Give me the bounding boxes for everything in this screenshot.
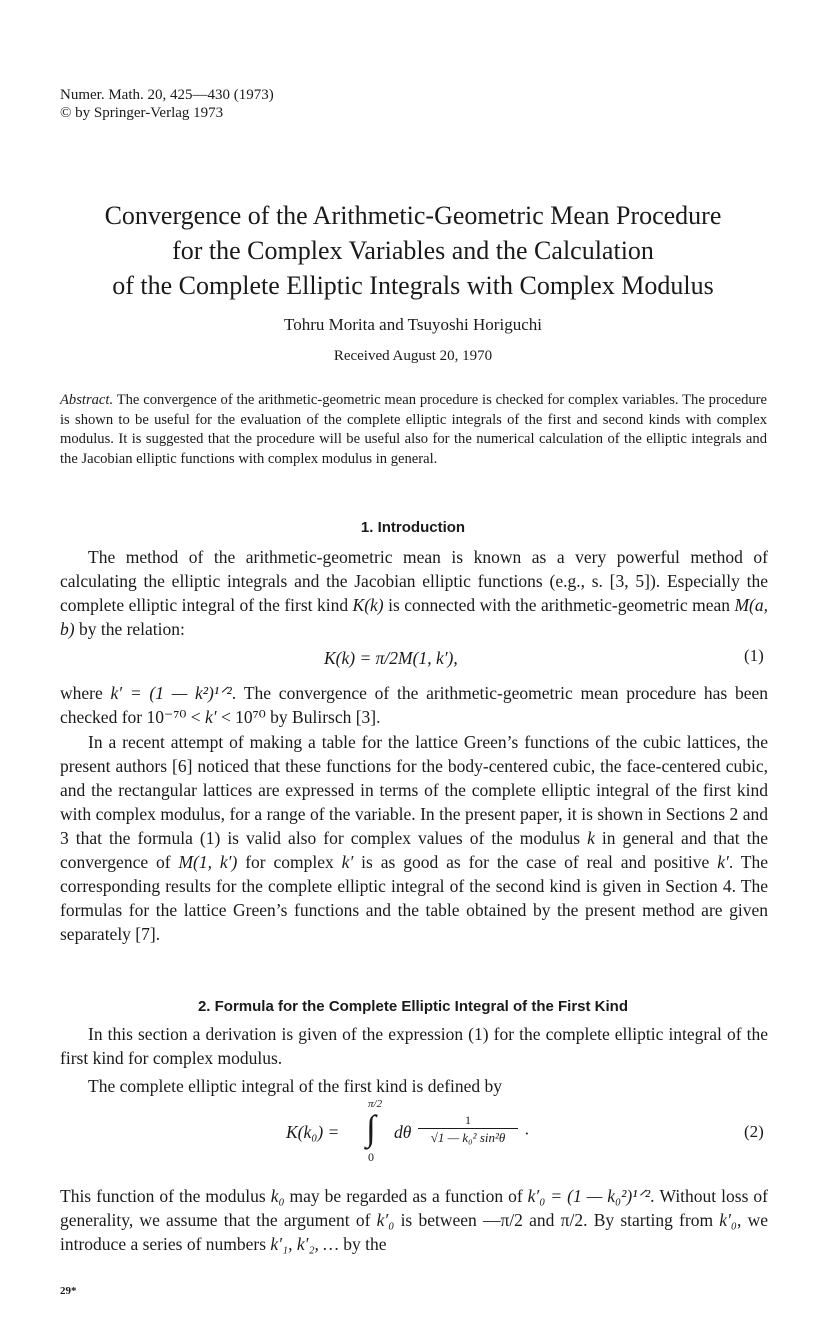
abstract-label: Abstract. [60, 392, 114, 408]
fraction-denominator: √1 — k₀² sin²θ [430, 1130, 506, 1145]
intro-paragraph-2: where k′ = (1 — k²)¹ᐟ². The convergence of the arithmetic-geometric mean procedure has been checked for 10⁻⁷⁰ < k′ < 10⁷⁰ by Bulirsch [3]. [60, 683, 768, 727]
abstract [60, 391, 767, 469]
equation-2-period: · [524, 1124, 530, 1143]
section2-paragraph-2: The complete elliptic integral of the first kind is defined by [88, 1076, 503, 1096]
authors: Tohru Morita and Tsuyoshi Horiguchi [284, 315, 542, 334]
journal-citation: Numer. Math. 20, 425—430 (1973) [60, 87, 274, 103]
section-heading-formula: 2. Formula for the Complete Elliptic Integral of the First Kind [197, 998, 629, 1015]
equation-2 [286, 1098, 546, 1178]
fraction-numerator: 1 [418, 1112, 518, 1129]
intro-paragraph-3: In a recent attempt of making a table for the lattice Green’s functions of the cubic lattices, the present authors [6] noticed that these functions for the body-centered cubic, the face-centered cubic, and the rectangular lattices are expressed in terms of the complete elliptic integral of the first kind with complex modulus, for a range of the variable. In the present paper, it is shown in Sections 2 and 3 that the formula (1) is valid also for complex values of the modulus k in general and that the convergence of M(1, k′) for complex k′ is as good as for the case of real and positive k′. The corresponding results for the complete elliptic integral of the second kind is given in Section 4. The formulas for the lattice Green’s functions and the table obtained by the present method are given separately [7]. [60, 732, 769, 944]
title-line-3: of the Complete Elliptic Integrals with Complex Modulus [112, 271, 714, 300]
section2-paragraph-3: This function of the modulus k₀ may be regarded as a function of k′₀ = (1 — k₀²)¹ᐟ². Without loss of generality, we assume that the argument of k′₀ is between —π/2 and π/2. By starting from k′₀, we introduce a series of numbers k′₁, k′₂, … by the [60, 1186, 768, 1254]
section2-paragraph-1: In this section a derivation is given of the expression (1) for the complete elliptic integral of the first kind for complex modulus. [60, 1024, 768, 1068]
copyright-line: © by Springer-Verlag 1973 [60, 105, 224, 121]
equation-1: K(k) = π/2M(1, k′), [324, 648, 458, 668]
title-line-1: Convergence of the Arithmetic-Geometric Mean Procedure [104, 201, 722, 230]
equation-2-number: (2) [744, 1122, 764, 1141]
abstract-text: The convergence of the arithmetic-geometric mean procedure is checked for complex variables. The procedure is shown to be useful for the evaluation of the complete elliptic integrals of the first and second kinds with complex modulus. It is suggested that the procedure will be useful also for the numerical calculation of the elliptic integrals and the Jacobian elliptic functions with complex modulus in general. [60, 392, 767, 467]
integrand-fraction [418, 1112, 518, 1147]
received-date: Received August 20, 1970 [333, 348, 493, 364]
integral-lower-limit: 0 [368, 1150, 374, 1164]
equation-1-number: (1) [744, 646, 764, 665]
integral-differential: dθ [394, 1122, 412, 1142]
integral-upper-limit: π/2 [368, 1098, 383, 1110]
integral-sign: ∫ [366, 1108, 376, 1148]
section-heading-introduction: 1. Introduction [360, 519, 466, 536]
signature-mark: 29* [60, 1285, 77, 1297]
title-line-2: for the Complex Variables and the Calculation [172, 236, 654, 265]
equation-2-lhs: K(k₀) = [286, 1122, 340, 1142]
intro-paragraph-1: The method of the arithmetic-geometric mean is known as a very powerful method of calculating the elliptic integrals and the Jacobian elliptic functions (e.g., s. [3, 5]). Especially the complete elliptic integral of the first kind K(k) is connected with the arithmetic-geometric mean M(a, b) by the relation: [60, 547, 768, 639]
